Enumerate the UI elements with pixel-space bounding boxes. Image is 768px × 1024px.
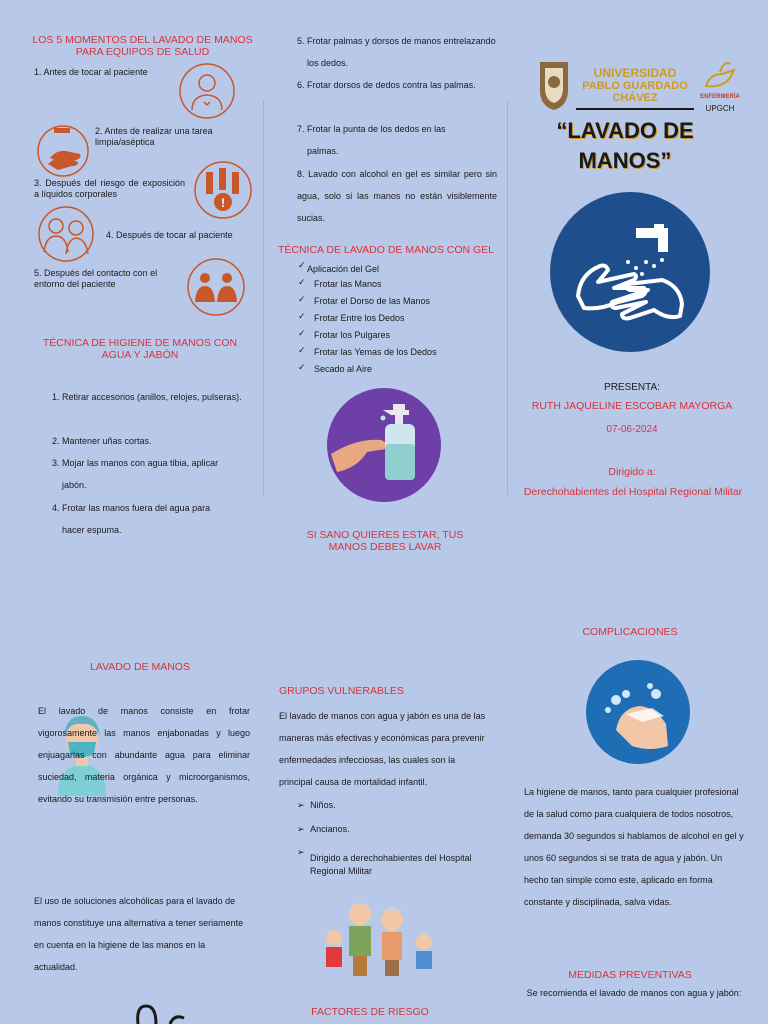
presentation-date: 07-06-2024 [606, 424, 658, 435]
risk-title: FACTORES DE RIESGO [311, 1006, 429, 1018]
family-illustration-icon [316, 896, 440, 978]
step-1: Retirar accesorios (anillos, relojes, pulseras). [62, 392, 242, 402]
groups-paragraph: El lavado de manos con agua y jabón es una de las maneras más efectivas y económicas para prevenir enfermedades infecciosas, las cuales son la principal causa de mortalidad infantil. [279, 711, 486, 787]
preventive-title: MEDIDAS PREVENTIVAS [568, 969, 692, 981]
step-2-number: 2. [52, 436, 60, 446]
gel-title: TÉCNICA DE LAVADO DE MANOS CON GEL [277, 244, 495, 256]
group-children: ➢ Niños. [297, 800, 336, 810]
patient-contact-icon [34, 206, 98, 262]
step-6: Frotar dorsos de dedos contra las palmas. [307, 80, 476, 90]
step-8-number: 8. [297, 169, 305, 179]
main-title-line2: MANOS” [578, 148, 672, 173]
preventive-text: Se recomienda el lavado de manos con agua y jabón: [526, 988, 742, 998]
step-3: Mojar las manos con agua tibia, aplicar jabón. [62, 458, 219, 490]
main-title [540, 116, 710, 176]
university-line1: UNIVERSIDAD [593, 66, 677, 80]
school-abbrev: UPGCH [705, 104, 735, 113]
moment-3: 3. Después del riesgo de exposición a líquidos corporales [34, 178, 185, 199]
author-name: RUTH JAQUELINE ESCOBAR MAYORGA [531, 400, 733, 412]
gel-step: ✓ Frotar los Pulgares [298, 328, 391, 340]
step-8 [297, 163, 497, 229]
alcohol-paragraph: El uso de soluciones alcohólicas para el lavado de manos constituye una alternativa a tener seriamente en cuenta en la higiene de las manos en la actualidad. [34, 896, 244, 972]
hand-illustration-icon [130, 1000, 200, 1024]
step-3-number: 3. [52, 458, 60, 468]
gel-step: ✓ Frotar el Dorso de las Manos [298, 294, 431, 306]
presenta-label: PRESENTA: [604, 382, 660, 393]
wash-title: LAVADO DE MANOS [90, 661, 190, 673]
step-1-number: 1. [52, 392, 60, 402]
column-divider [263, 100, 264, 495]
step-7-number: 7. [297, 124, 305, 134]
step-2: Mantener uñas cortas. [62, 436, 152, 446]
gel-step: ✓ Frotar las Manos [298, 277, 382, 289]
svg-text:!: ! [221, 196, 225, 210]
nurse-icon [178, 62, 236, 120]
gel-steps-list [298, 262, 498, 381]
gel-step: ✓ Secado al Aire [298, 362, 373, 374]
university-line2: PABLO GUARDADO CHÁVEZ [582, 80, 688, 104]
group-elderly: ➢ Ancianos. [297, 824, 350, 834]
groups-title: GRUPOS VULNERABLES [279, 685, 404, 697]
wash-paragraph: El lavado de manos consiste en frotar vigorosamente las manos enjabonadas y luego enjuagarlas con abundante agua para eliminar suciedad, materia orgánica y microorganismos, evitando su transmisión entre personas. [38, 706, 250, 804]
step-7: Frotar la punta de los dedos en las palmas. [307, 124, 446, 156]
university-underline [576, 108, 694, 110]
dirigido-label: Dirigido a: [608, 466, 656, 478]
step-5-number: 5. [297, 36, 305, 46]
university-name [570, 66, 700, 110]
column-divider [507, 100, 508, 495]
moment-2: 2. Antes de realizar una tarea limpia/aséptica [95, 126, 213, 147]
university-crest-logo [538, 56, 570, 112]
fluid-exposure-icon [194, 160, 252, 220]
moment-4: 4. Después de tocar al paciente [106, 230, 233, 240]
step-4-number: 4. [52, 503, 60, 513]
moment-5: 5. Después del contacto con el entorno del paciente [34, 268, 158, 289]
moment-1: 1. Antes de tocar al paciente [34, 67, 148, 77]
environment-icon [186, 258, 246, 316]
gel-step: ✓ Frotar Entre los Dedos [298, 311, 405, 323]
step-8-text: Lavado con alcohol en gel es similar pero sin agua, solo si las manos no están visiblemente sucias. [297, 169, 497, 223]
nursing-lamp-logo [700, 56, 740, 96]
school-logo-text: ENFERMERÍA [700, 94, 740, 100]
hand-washing-sign-icon [550, 192, 710, 352]
main-title-line1: “LAVADO DE [556, 118, 694, 143]
moments-title: LOS 5 MOMENTOS DEL LAVADO DE MANOS PARA EQUIPOS DE SALUD [32, 34, 253, 58]
hand-wash-icon [36, 124, 92, 178]
complications-paragraph: La higiene de manos, tanto para cualquier profesional de la salud como para cualquiera de todos nosotros, demanda 30 segundos si hablamos de alcohol en gel y unos 60 segundos si se trata de agua y jabón. Un hecho tan simple como este, aplicado en forma constante y disciplinada, salva vidas. [524, 787, 744, 907]
gel-step: ✓ Frotar las Yemas de los Dedos [298, 345, 437, 357]
step-4: Frotar las manos fuera del agua para hacer espuma. [62, 503, 211, 535]
step-5: Frotar palmas y dorsos de manos entrelazando los dedos. [307, 36, 496, 68]
soapy-hands-icon [586, 660, 690, 764]
complications-title: COMPLICACIONES [582, 626, 678, 638]
step-6-number: 6. [297, 80, 305, 90]
gel-dispenser-icon [327, 388, 441, 502]
slogan: SI SANO QUIERES ESTAR, TUS MANOS DEBES LAVAR [306, 529, 464, 553]
technique-title: TÉCNICA DE HIGIENE DE MANOS CON AGUA Y JABÓN [42, 337, 238, 361]
audience: Derechohabientes del Hospital Regional Militar [523, 486, 743, 498]
gel-step: ✓ Aplicación del Gel [298, 260, 380, 274]
